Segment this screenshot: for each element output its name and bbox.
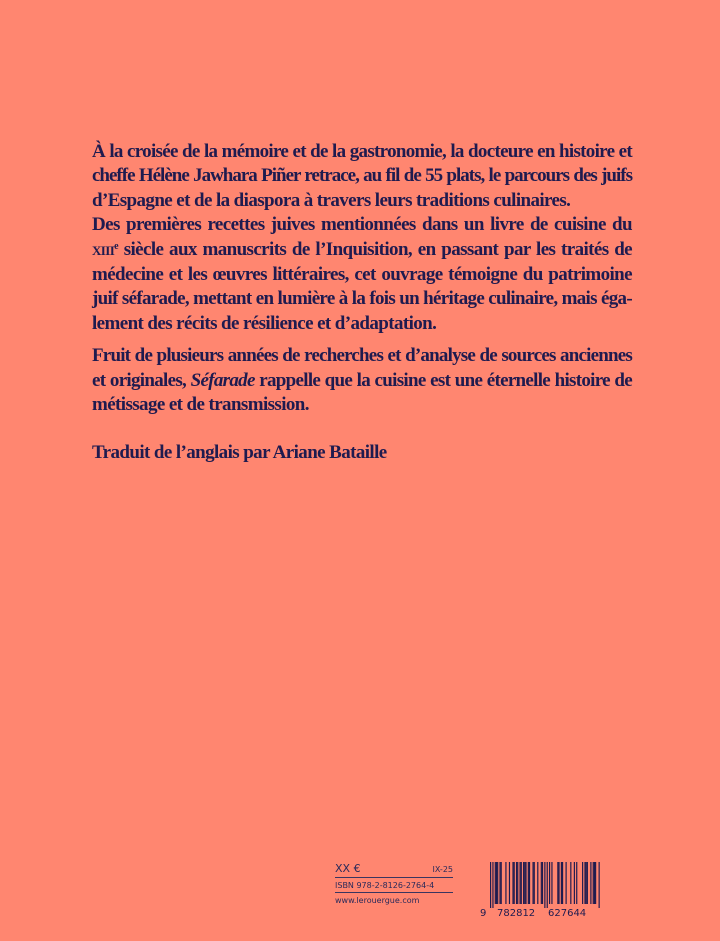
barcode-bar	[509, 862, 510, 904]
barcode-bar	[594, 862, 595, 904]
barcode-bar	[547, 862, 548, 908]
barcode-bar	[496, 862, 497, 904]
barcode-bar	[534, 862, 535, 904]
barcode-bar	[551, 862, 552, 904]
barcode-digits-right: 627644	[548, 908, 587, 919]
barcode-bar	[542, 862, 543, 904]
barcode-bar	[492, 862, 493, 908]
text-span: métissage et de transmission.	[92, 394, 309, 416]
barcode-bar	[557, 862, 558, 904]
barcode-bar	[593, 862, 594, 904]
barcode-bar	[541, 862, 542, 904]
barcode-bar	[517, 862, 518, 904]
text-span	[92, 369, 632, 393]
text-line	[92, 312, 632, 336]
barcode-bar	[590, 862, 591, 904]
text-line	[92, 189, 632, 213]
text-span: cheffe Hélène Jawhara Piñer retrace, au fil de 55 plats, le parcours des juifs	[92, 165, 632, 187]
century-numeral: XIII	[92, 242, 115, 258]
text-span: juif séfarade, mettant en lumière à la fois un héritage culinaire, mais éga-	[92, 288, 632, 310]
barcode-bar	[584, 862, 585, 904]
barcode-bar	[514, 862, 515, 904]
text-line	[92, 164, 632, 188]
text-span: siècle aux manuscrits de l’Inquisition, en passant par les traités de	[123, 238, 632, 260]
barcode-bar	[561, 862, 562, 904]
barcode-bar	[599, 862, 600, 908]
barcode-bar	[570, 862, 571, 904]
barcode-bar	[524, 862, 525, 904]
barcode-bar	[521, 862, 522, 904]
text-span: d’Espagne et de la diaspora à travers leurs traditions culinaires.	[92, 189, 571, 211]
barcode-bar	[562, 862, 563, 904]
barcode-digits-left: 782812	[497, 908, 536, 919]
barcode-bar	[544, 862, 545, 908]
back-cover-text	[92, 140, 632, 466]
barcode-bar	[549, 862, 550, 904]
barcode-bar	[595, 862, 596, 904]
century-suffix: e	[114, 240, 119, 252]
book-title: Séfarade	[190, 369, 255, 391]
barcode-bar	[537, 862, 538, 904]
text-span	[92, 238, 632, 263]
text-line	[92, 369, 632, 393]
isbn: ISBN 978-2-8126-2764-4	[335, 881, 435, 890]
barcode-bar	[495, 862, 496, 904]
barcode-bar	[586, 862, 587, 904]
barcode-bar	[497, 862, 498, 904]
price: XX €	[335, 862, 361, 875]
barcode-bar	[525, 862, 526, 904]
barcode-bar	[528, 862, 529, 904]
barcode-digit-first: 9	[480, 908, 487, 919]
barcode-bar	[587, 862, 588, 904]
barcode-bar	[505, 862, 506, 904]
text-line	[92, 287, 632, 311]
barcode-bar	[529, 862, 530, 904]
text-span: et originales,	[92, 369, 187, 391]
barcode-bar	[566, 862, 567, 904]
text-span: médecine et les œuvres littéraires, cet ouvrage témoigne du patrimoine	[92, 264, 632, 286]
barcode-bar	[574, 862, 575, 904]
text-line	[92, 213, 632, 237]
barcode-bar	[499, 862, 500, 904]
barcode-bar	[523, 862, 524, 904]
barcode-bar	[501, 862, 502, 904]
text-line	[92, 238, 632, 263]
barcode-bar	[576, 862, 577, 904]
text-span: Des premières recettes juives mentionnées dans un livre de cuisine du	[92, 214, 632, 236]
barcode-bar	[520, 862, 521, 904]
text-line	[92, 263, 632, 287]
translator-credit	[92, 441, 632, 465]
text-span: Fruit de plusieurs années de recherches et d’analyse de sources anciennes	[92, 345, 632, 367]
text-span: À la croisée de la mémoire et de la gastronomie, la docteure en histoire et	[92, 141, 632, 162]
barcode-bar	[532, 862, 533, 904]
barcode-bar	[558, 862, 559, 904]
book-meta	[335, 862, 453, 910]
text-line	[92, 140, 632, 164]
website: www.lerouergue.com	[335, 896, 420, 905]
barcode-bar	[490, 862, 491, 908]
text-line	[92, 393, 632, 417]
barcode-bar	[582, 862, 583, 904]
barcode	[480, 860, 600, 920]
text-line	[92, 344, 632, 368]
text-span: lement des récits de résilience et d’adaptation.	[92, 312, 437, 334]
barcode-bar	[512, 862, 513, 904]
edition-code: IX-25	[432, 865, 453, 874]
text-span: rappelle que la cuisine est une éternelle histoire de	[259, 369, 632, 391]
text-span: Traduit de l’anglais par Ariane Bataille	[92, 442, 387, 464]
barcode-bar	[516, 862, 517, 904]
